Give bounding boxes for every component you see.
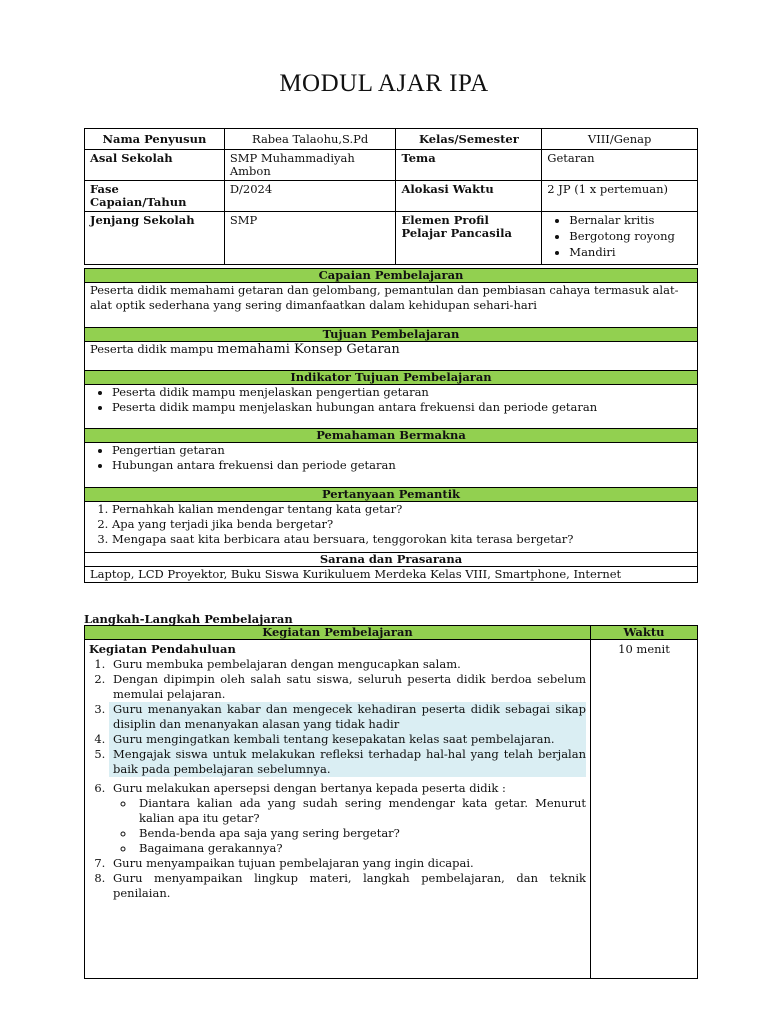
pertanyaan-item: 1. Pernahkah kalian mendengar tentang kata getar? (112, 502, 692, 517)
nama-penyusun-value: Rabea Talaohu,S.Pd (224, 129, 396, 150)
indikator-item: • Peserta didik mampu menjelaskan pengertian getaran (112, 385, 692, 400)
indikator-list (85, 385, 698, 429)
tema-value: Getaran (542, 150, 698, 181)
step-item: 4. Guru mengingatkan kembali tentang kesepakatan kelas saat pembelajaran. (109, 732, 586, 747)
tujuan-text-b: memahami Konsep Getaran (217, 342, 400, 357)
tema-label: Tema (396, 150, 542, 181)
nama-penyusun-label: Nama Penyusun (85, 129, 225, 150)
step-item: 7. Guru menyampaikan tujuan pembelajaran yang ingin dicapai. (109, 856, 586, 871)
step-item: 1. Guru membuka pembelajaran dengan mengucapkan salam. (109, 657, 586, 672)
tujuan-text (85, 342, 698, 371)
elemen-item: • Mandiri (569, 246, 692, 259)
fase-value: D/2024 (224, 181, 396, 212)
jenjang-value: SMP (224, 212, 396, 265)
step-item: 5. Mengajak siswa untuk melakukan refleksi terhadap hal-hal yang telah berjalan baik pada pembelajaran sebelumnya. (109, 747, 586, 777)
kelas-value: VIII/Genap (542, 129, 698, 150)
info-table (84, 128, 698, 265)
pertanyaan-item: 2. Apa yang terjadi jika benda bergetar? (112, 517, 692, 532)
kegiatan-section-title: Kegiatan Pendahuluan (89, 642, 236, 656)
asal-value: SMP Muhammadiyah Ambon (224, 150, 396, 181)
kegiatan-header: Kegiatan Pembelajaran (85, 626, 591, 640)
pertanyaan-list (85, 502, 698, 553)
capaian-text: Peserta didik memahami getaran dan gelombang, pemantulan dan pembiasan cahaya termasuk alat- alat optik sederhana yang sering dimanfaatkan dalam kehidupan sehari-hari (85, 283, 698, 328)
step-apersepsi-text: Guru melakukan apersepsi dengan bertanya kepada peserta didik : (113, 781, 506, 795)
waktu-header: Waktu (591, 626, 698, 640)
elemen-values (542, 212, 698, 265)
learning-sections-table (84, 268, 698, 583)
apersepsi-item: ◦ Benda-benda apa saja yang sering bergetar? (135, 826, 586, 841)
alokasi-label: Alokasi Waktu (396, 181, 542, 212)
step-item-apersepsi (109, 781, 586, 856)
indikator-item: • Peserta didik mampu menjelaskan hubungan antara frekuensi dan periode getaran (112, 400, 692, 415)
elemen-item: • Bernalar kritis (569, 214, 692, 227)
asal-label: Asal Sekolah (85, 150, 225, 181)
pemahaman-heading: Pemahaman Bermakna (85, 429, 698, 443)
langkah-title: Langkah-Langkah Pembelajaran (84, 612, 293, 626)
kelas-label: Kelas/Semester (396, 129, 542, 150)
page-title: MODUL AJAR IPA (279, 70, 489, 97)
fase-label: Fase Capaian/Tahun (85, 181, 225, 212)
sarana-heading: Sarana dan Prasarana (85, 553, 698, 567)
tujuan-text-a: Peserta didik mampu (90, 342, 218, 356)
elemen-item: • Bergotong royong (569, 230, 692, 243)
kegiatan-cell (85, 640, 591, 979)
tujuan-heading: Tujuan Pembelajaran (85, 328, 698, 342)
indikator-heading: Indikator Tujuan Pembelajaran (85, 371, 698, 385)
pemahaman-item: • Hubungan antara frekuensi dan periode getaran (112, 458, 692, 473)
pemahaman-list (85, 443, 698, 488)
pertanyaan-heading: Pertanyaan Pemantik (85, 488, 698, 502)
langkah-table (84, 625, 698, 979)
step-item: 8. Guru menyampaikan lingkup materi, langkah pembelajaran, dan teknik penilaian. (109, 871, 586, 901)
step-item: 3. Guru menanyakan kabar dan mengecek kehadiran peserta didik sebagai sikap disiplin dan menanyakan alasan yang tidak hadir (109, 702, 586, 732)
apersepsi-item: ◦ Bagaimana gerakannya? (135, 841, 586, 856)
sarana-text: Laptop, LCD Proyektor, Buku Siswa Kurikuluem Merdeka Kelas VIII, Smartphone, Internet (85, 567, 698, 583)
alokasi-value: 2 JP (1 x pertemuan) (542, 181, 698, 212)
apersepsi-item: ◦ Diantara kalian ada yang sudah sering mendengar kata getar. Menurut kalian apa itu getar? (135, 796, 586, 826)
pertanyaan-item: 3. Mengapa saat kita berbicara atau bersuara, tenggorokan kita terasa bergetar? (112, 532, 692, 547)
pemahaman-item: • Pengertian getaran (112, 443, 692, 458)
jenjang-label: Jenjang Sekolah (85, 212, 225, 265)
waktu-value: 10 menit (591, 640, 698, 979)
step-item: 2. Dengan dipimpin oleh salah satu siswa, seluruh peserta didik berdoa sebelum memulai pelajaran. (109, 672, 586, 702)
capaian-heading: Capaian Pembelajaran (85, 269, 698, 283)
elemen-label: Elemen Profil Pelajar Pancasila (396, 212, 542, 265)
